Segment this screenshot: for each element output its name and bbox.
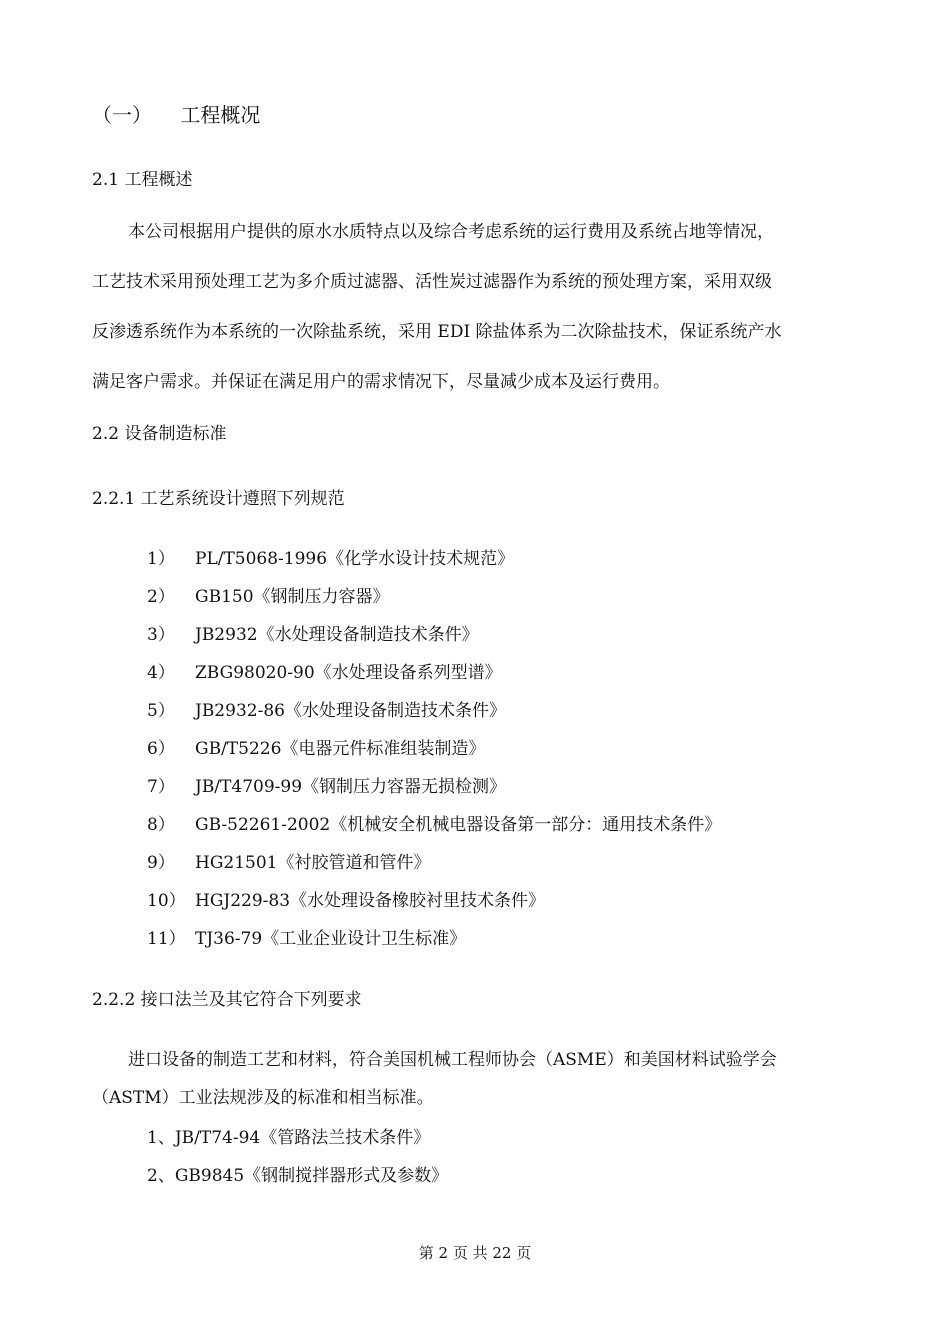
list-item-number: 3） bbox=[147, 625, 175, 645]
subsection-2-2-title: 2.2 设备制造标准 bbox=[92, 424, 227, 444]
section-heading bbox=[92, 104, 260, 126]
list-item-text: ZBG98020-90《水处理设备系列型谱》 bbox=[195, 663, 502, 683]
paragraph-line: 反渗透系统作为本系统的一次除盐系统，采用 EDI 除盐体系为二次除盐技术，保证系统产水 bbox=[92, 322, 782, 342]
list-item-number: 6） bbox=[147, 739, 175, 759]
list-item bbox=[147, 662, 502, 684]
list-item-text: PL/T5068-1996《化学水设计技术规范》 bbox=[195, 549, 515, 569]
list-item-text: JB2932《水处理设备制造技术条件》 bbox=[195, 625, 479, 645]
list-item: 2、GB9845《钢制搅拌器形式及参数》 bbox=[147, 1166, 449, 1186]
list-item-number: 4） bbox=[147, 663, 175, 683]
list-item-text: GB-52261-2002《机械安全机械电器设备第一部分：通用技术条件》 bbox=[195, 815, 722, 835]
list-item bbox=[147, 890, 545, 912]
list-item: 1、JB/T74-94《管路法兰技术条件》 bbox=[147, 1128, 431, 1148]
subsection-2-1-title: 2.1 工程概述 bbox=[92, 170, 193, 190]
paragraph-line: 进口设备的制造工艺和材料，符合美国机械工程师协会（ASME）和美国材料试验学会 bbox=[128, 1050, 777, 1070]
list-item-number: 8） bbox=[147, 815, 175, 835]
list-item bbox=[147, 586, 390, 608]
section-heading-number: （一） bbox=[92, 103, 152, 127]
list-item-text: GB150《钢制压力容器》 bbox=[195, 587, 390, 607]
list-item-number: 10） bbox=[147, 891, 186, 911]
paragraph-line: 工艺技术采用预处理工艺为多介质过滤器、活性炭过滤器作为系统的预处理方案，采用双级 bbox=[92, 272, 772, 292]
list-item-text: HG21501《衬胶管道和管件》 bbox=[195, 853, 431, 873]
list-item-number: 7） bbox=[147, 777, 175, 797]
list-item-text: HGJ229-83《水处理设备橡胶衬里技术条件》 bbox=[195, 891, 546, 911]
paragraph-line: 满足客户需求。并保证在满足用户的需求情况下，尽量减少成本及运行费用。 bbox=[92, 372, 670, 392]
list-item bbox=[147, 548, 514, 570]
list-item bbox=[147, 814, 721, 836]
subsection-2-2-2-title: 2.2.2 接口法兰及其它符合下列要求 bbox=[92, 990, 362, 1010]
list-item-number: 5） bbox=[147, 701, 175, 721]
paragraph-line: （ASTM）工业法规涉及的标准和相当标准。 bbox=[92, 1088, 434, 1108]
subsection-2-2-1-title: 2.2.1 工艺系统设计遵照下列规范 bbox=[92, 489, 345, 509]
list-item bbox=[147, 624, 479, 646]
list-item bbox=[147, 776, 506, 798]
list-item-text: JB/T4709-99《钢制压力容器无损检测》 bbox=[195, 777, 507, 797]
list-item-number: 9） bbox=[147, 853, 175, 873]
list-item bbox=[147, 738, 485, 760]
list-item-number: 1） bbox=[147, 549, 175, 569]
page-footer: 第 2 页 共 22 页 bbox=[418, 1244, 532, 1262]
list-item bbox=[147, 852, 431, 874]
list-item-text: GB/T5226《电器元件标准组装制造》 bbox=[195, 739, 486, 759]
list-item-number: 2） bbox=[147, 587, 175, 607]
list-item-text: JB2932-86《水处理设备制造技术条件》 bbox=[195, 701, 506, 721]
list-item bbox=[147, 928, 466, 950]
section-heading-title: 工程概况 bbox=[180, 103, 261, 127]
list-item bbox=[147, 700, 506, 722]
paragraph-line: 本公司根据用户提供的原水水质特点以及综合考虑系统的运行费用及系统占地等情况， bbox=[128, 222, 774, 242]
list-item-number: 11） bbox=[147, 929, 186, 949]
list-item-text: TJ36-79《工业企业设计卫生标准》 bbox=[195, 929, 467, 949]
